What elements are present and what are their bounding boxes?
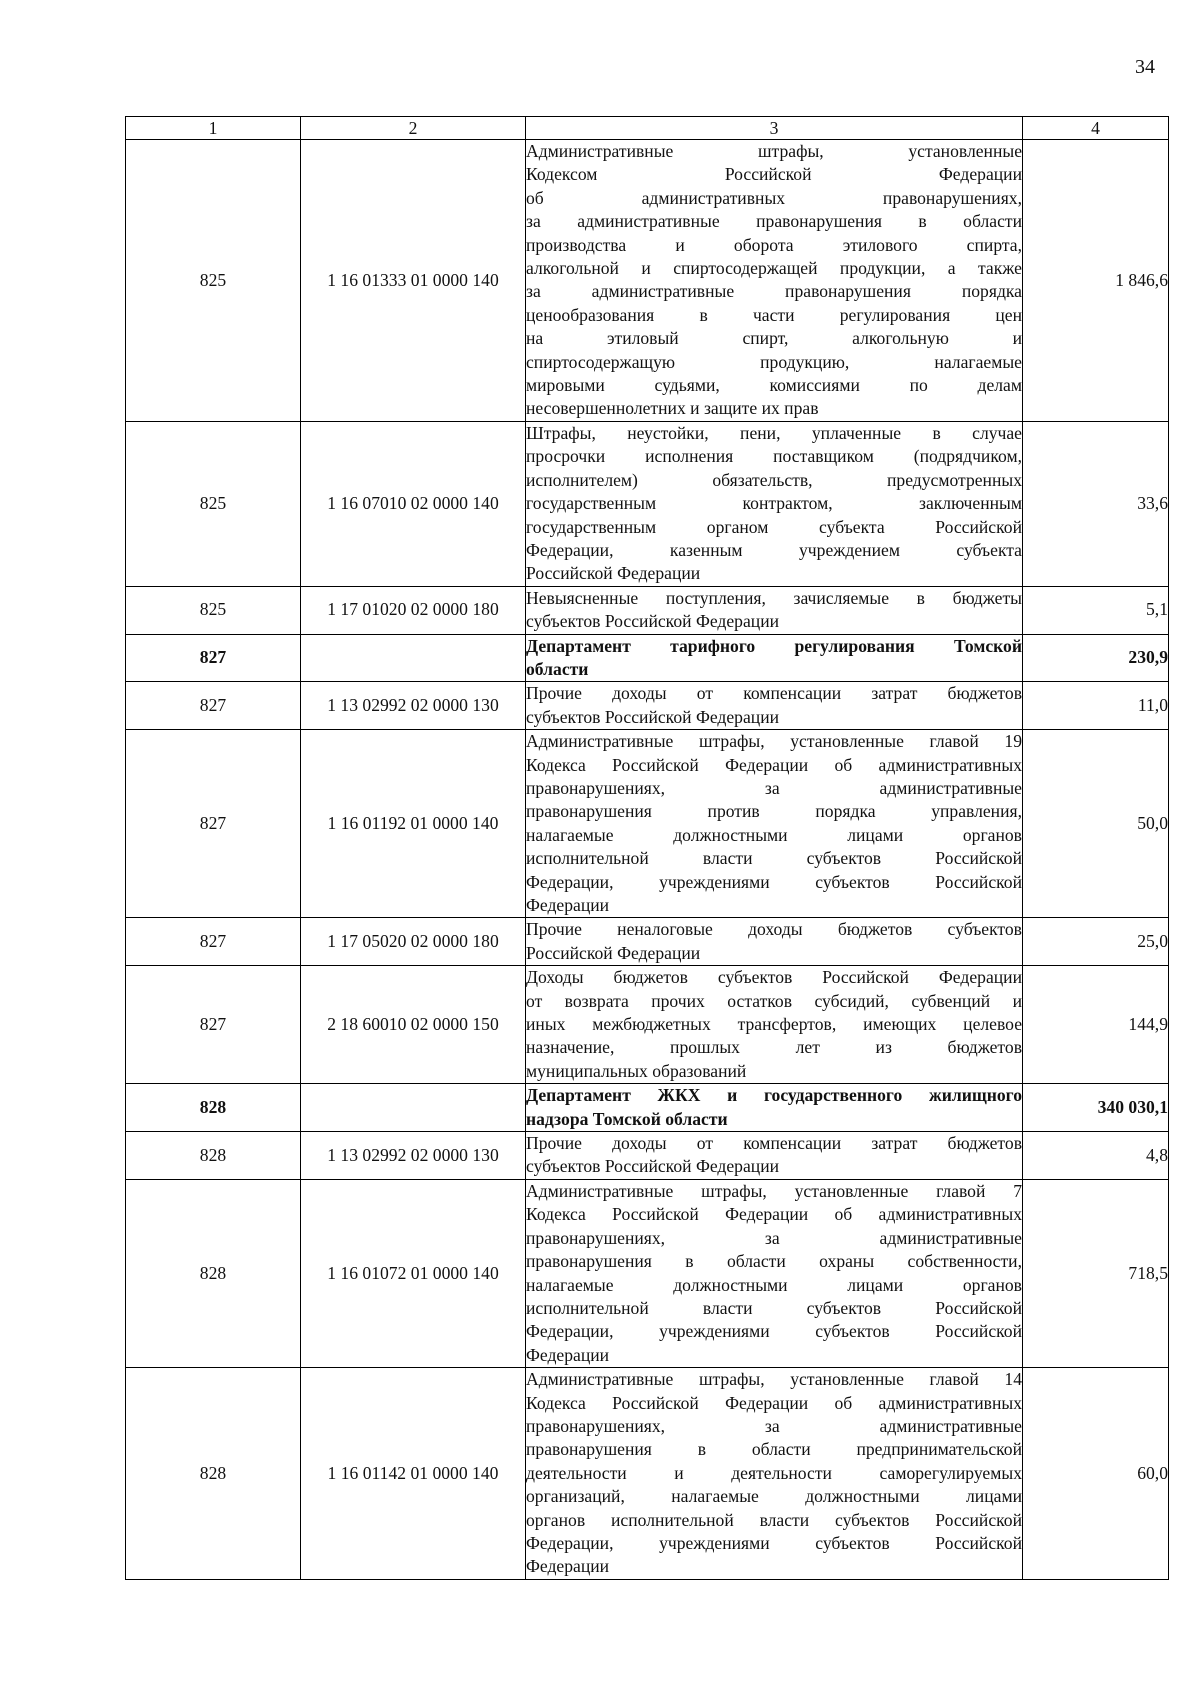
table-header-row [126, 117, 1169, 140]
revenue-code-cell: 1 17 05020 02 0000 180 [301, 918, 526, 966]
description-line: налагаемые должностными лицами органов [526, 824, 1022, 845]
description-line: назначение, прошлых лет из бюджетов [526, 1037, 1022, 1058]
description-line: организаций, налагаемые должностными лицами [526, 1486, 1022, 1507]
revenue-code-cell: 2 18 60010 02 0000 150 [301, 966, 526, 1084]
description-line: Федерации, казенным учреждением субъекта [526, 539, 1022, 560]
description-line: органов исполнительной власти субъектов Российской [526, 1509, 1022, 1530]
description-line: субъектов Российской Федерации [526, 706, 780, 727]
description-line: правонарушениях, за административные [526, 1227, 1022, 1248]
description-line: Административные штрафы, установленные главой 14 [526, 1369, 1022, 1390]
description-cell [526, 1368, 1023, 1580]
description-line: Невыясненные поступления, зачисляемые в бюджеты [526, 587, 1022, 608]
description-line: Административные штрафы, установленные [526, 141, 1022, 161]
amount-cell: 33,6 [1023, 421, 1169, 586]
revenue-code-cell: 1 16 01142 01 0000 140 [301, 1368, 526, 1580]
description-line: исполнительной власти субъектов Российской [526, 1297, 1022, 1318]
description-line: Департамент тарифного регулирования Томской [526, 635, 1022, 656]
table-body [126, 140, 1169, 1580]
column-header-4: 4 [1023, 117, 1169, 140]
revenue-code-cell: 1 16 07010 02 0000 140 [301, 421, 526, 586]
description-line: алкогольной и спиртосодержащей продукции, а также [526, 258, 1022, 279]
description-line: спиртосодержащую продукцию, налагаемые [526, 351, 1022, 372]
admin-code-cell: 825 [126, 140, 301, 422]
table-row [126, 918, 1169, 966]
description-line: Прочие неналоговые доходы бюджетов субъектов [526, 919, 1022, 940]
table-row [126, 1179, 1169, 1367]
revenue-code-cell: 1 16 01192 01 0000 140 [301, 730, 526, 918]
description-cell [526, 634, 1023, 682]
revenue-code-cell: 1 13 02992 02 0000 130 [301, 1132, 526, 1180]
amount-cell: 230,9 [1023, 634, 1169, 682]
description-line: правонарушениях, за административные [526, 1415, 1022, 1436]
admin-code-cell: 827 [126, 730, 301, 918]
description-line: Штрафы, неустойки, пени, уплаченные в случае [526, 422, 1022, 443]
description-line: Федерации [526, 1556, 610, 1577]
description-line: Кодексом Российской Федерации [526, 164, 1022, 185]
description-line: деятельности и деятельности саморегулируемых [526, 1462, 1022, 1483]
revenue-code-cell [301, 634, 526, 682]
description-cell [526, 1084, 1023, 1132]
description-line: правонарушениях, за административные [526, 777, 1022, 798]
description-line: Департамент ЖКХ и государственного жилищного [526, 1085, 1022, 1106]
description-line: об административных правонарушениях, [526, 187, 1022, 208]
admin-code-cell: 827 [126, 966, 301, 1084]
description-line: Федерации [526, 1344, 610, 1365]
description-cell [526, 966, 1023, 1084]
description-line: Доходы бюджетов субъектов Российской Федерации [526, 967, 1022, 988]
admin-code-cell: 827 [126, 918, 301, 966]
description-line: несовершеннолетних и защите их прав [526, 398, 819, 419]
amount-cell: 25,0 [1023, 918, 1169, 966]
description-cell [526, 586, 1023, 634]
description-line: за административные правонарушения порядка [526, 281, 1022, 302]
amount-cell: 60,0 [1023, 1368, 1169, 1580]
description-cell [526, 140, 1023, 422]
admin-code-cell: 828 [126, 1368, 301, 1580]
amount-cell: 11,0 [1023, 682, 1169, 730]
description-line: Кодекса Российской Федерации об административных [526, 1204, 1022, 1225]
table-row [126, 1132, 1169, 1180]
description-line: Федерации, учреждениями субъектов Российской [526, 871, 1022, 892]
description-line: Российской Федерации [526, 563, 701, 584]
revenue-code-cell [301, 1084, 526, 1132]
table-row [126, 1368, 1169, 1580]
department-row [126, 634, 1169, 682]
admin-code-cell: 828 [126, 1179, 301, 1367]
amount-cell: 4,8 [1023, 1132, 1169, 1180]
amount-cell: 340 030,1 [1023, 1084, 1169, 1132]
table-row [126, 682, 1169, 730]
description-line: Кодекса Российской Федерации об административных [526, 754, 1022, 775]
description-line: субъектов Российской Федерации [526, 611, 780, 632]
revenue-code-cell: 1 13 02992 02 0000 130 [301, 682, 526, 730]
admin-code-cell: 827 [126, 634, 301, 682]
description-line: Федерации [526, 895, 610, 915]
table-row [126, 140, 1169, 422]
description-line: области [526, 658, 589, 679]
revenue-table [125, 116, 1169, 1580]
column-header-3: 3 [526, 117, 1023, 140]
revenue-code-cell: 1 16 01072 01 0000 140 [301, 1179, 526, 1367]
table-row [126, 586, 1169, 634]
admin-code-cell: 828 [126, 1132, 301, 1180]
description-line: от возврата прочих остатков субсидий, субвенций и [526, 990, 1022, 1011]
description-cell [526, 421, 1023, 586]
amount-cell: 5,1 [1023, 586, 1169, 634]
admin-code-cell: 825 [126, 586, 301, 634]
table-row [126, 966, 1169, 1084]
description-line: иных межбюджетных трансфертов, имеющих целевое [526, 1014, 1022, 1035]
description-line: правонарушения в области предпринимательской [526, 1439, 1022, 1460]
description-line: Кодекса Российской Федерации об административных [526, 1392, 1022, 1413]
column-header-1: 1 [126, 117, 301, 140]
description-cell [526, 730, 1023, 918]
description-line: субъектов Российской Федерации [526, 1156, 780, 1177]
description-line: Федерации, учреждениями субъектов Российской [526, 1532, 1022, 1553]
description-line: муниципальных образований [526, 1060, 747, 1081]
amount-cell: 50,0 [1023, 730, 1169, 918]
admin-code-cell: 827 [126, 682, 301, 730]
table-row [126, 421, 1169, 586]
description-line: надзора Томской области [526, 1108, 728, 1129]
description-line: Прочие доходы от компенсации затрат бюджетов [526, 683, 1022, 704]
description-line: Российской Федерации [526, 942, 701, 963]
description-line: государственным контрактом, заключенным [526, 493, 1022, 514]
description-cell [526, 918, 1023, 966]
description-line: производства и оборота этилового спирта, [526, 234, 1022, 255]
column-header-2: 2 [301, 117, 526, 140]
revenue-code-cell: 1 17 01020 02 0000 180 [301, 586, 526, 634]
description-line: Административные штрафы, установленные главой 7 [526, 1180, 1022, 1201]
description-line: просрочки исполнения поставщиком (подрядчиком, [526, 446, 1022, 467]
amount-cell: 144,9 [1023, 966, 1169, 1084]
table-row [126, 730, 1169, 918]
description-line: Федерации, учреждениями субъектов Российской [526, 1321, 1022, 1342]
description-line: мировыми судьями, комиссиями по делам [526, 375, 1022, 396]
admin-code-cell: 825 [126, 421, 301, 586]
description-line: за административные правонарушения в области [526, 211, 1022, 232]
admin-code-cell: 828 [126, 1084, 301, 1132]
description-line: правонарушения в области охраны собственности, [526, 1251, 1022, 1272]
description-cell [526, 1132, 1023, 1180]
description-line: исполнителем) обязательств, предусмотренных [526, 469, 1022, 490]
description-line: ценообразования в части регулирования цен [526, 304, 1022, 325]
description-cell [526, 682, 1023, 730]
department-row [126, 1084, 1169, 1132]
amount-cell: 718,5 [1023, 1179, 1169, 1367]
description-line: налагаемые должностными лицами органов [526, 1274, 1022, 1295]
description-cell [526, 1179, 1023, 1367]
description-line: государственным органом субъекта Российской [526, 516, 1022, 537]
amount-cell: 1 846,6 [1023, 140, 1169, 422]
description-line: исполнительной власти субъектов Российской [526, 848, 1022, 869]
description-line: Прочие доходы от компенсации затрат бюджетов [526, 1133, 1022, 1154]
description-line: на этиловый спирт, алкогольную и [526, 328, 1022, 349]
revenue-code-cell: 1 16 01333 01 0000 140 [301, 140, 526, 422]
page-number: 34 [1135, 56, 1155, 78]
description-line: Административные штрафы, установленные главой 19 [526, 731, 1022, 752]
description-line: правонарушения против порядка управления, [526, 801, 1022, 822]
